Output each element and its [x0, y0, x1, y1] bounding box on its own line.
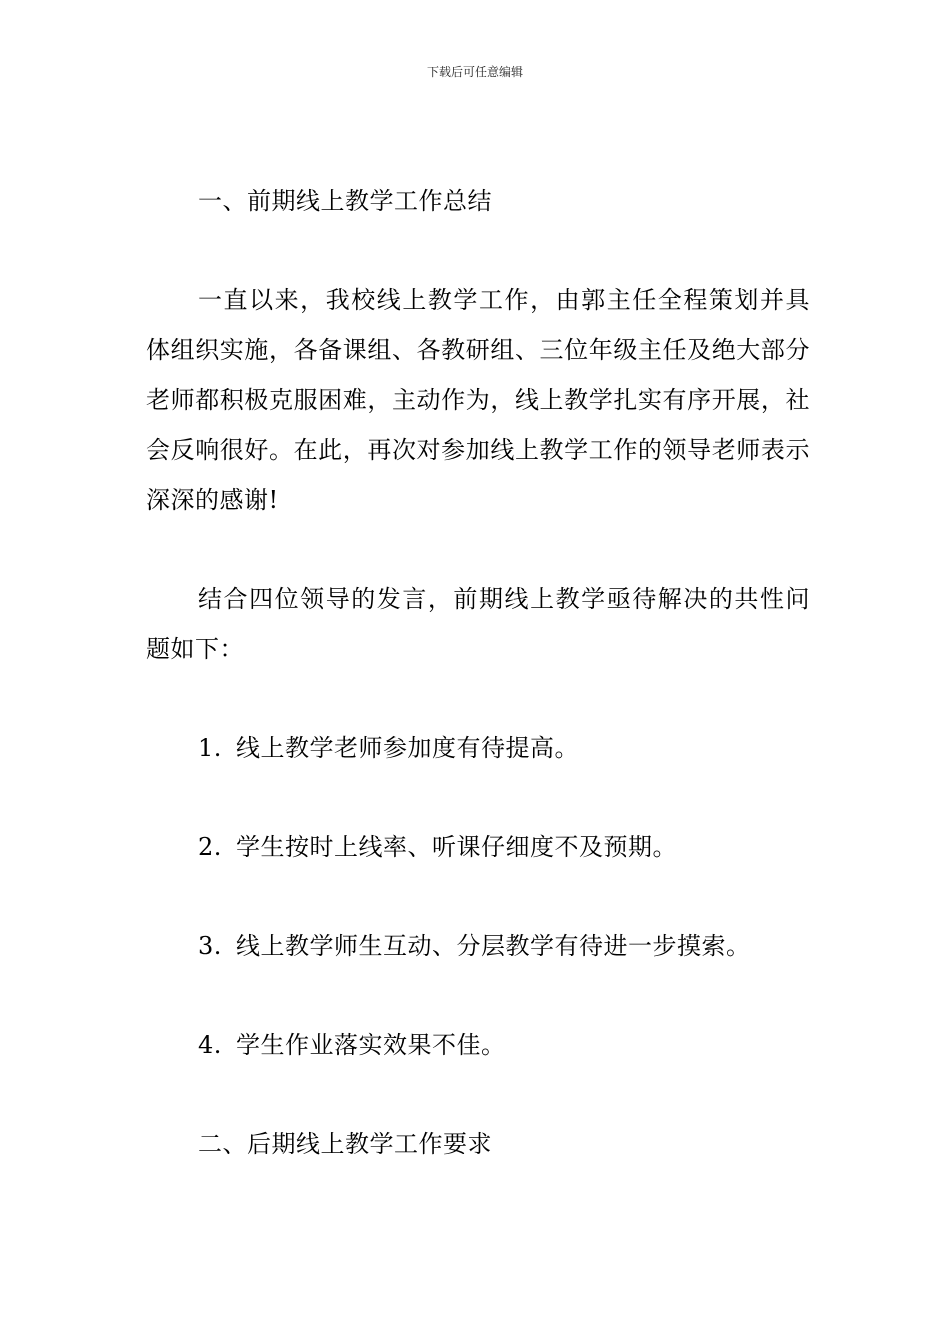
- list-item-number: 3.: [198, 932, 222, 960]
- list-item-number: 4.: [198, 1031, 222, 1059]
- document-body: [146, 176, 810, 1169]
- section-heading-2: 二、后期线上教学工作要求: [198, 1130, 492, 1158]
- list-item: [146, 723, 810, 773]
- list-item-text: 学生按时上线率、听课仔细度不及预期。: [236, 833, 677, 861]
- list-item-number: 1.: [198, 734, 222, 762]
- list-item-text: 线上教学老师参加度有待提高。: [236, 734, 579, 762]
- list-item-text: 线上教学师生互动、分层教学有待进一步摸索。: [236, 932, 751, 960]
- list-item: [146, 822, 810, 872]
- paragraph-issues-intro: 结合四位领导的发言，前期线上教学亟待解决的共性问题如下：: [146, 585, 810, 663]
- list-item: [146, 1020, 810, 1070]
- list-item: [146, 921, 810, 971]
- list-item-number: 2.: [198, 833, 222, 861]
- header-note: 下载后可任意编辑: [426, 65, 523, 79]
- section-heading-1: 一、前期线上教学工作总结: [198, 187, 492, 215]
- paragraph-summary: 一直以来，我校线上教学工作，由郭主任全程策划并具体组织实施，各备课组、各教研组、三位年级主任及绝大部分老师都积极克服困难，主动作为，线上教学扎实有序开展，社会反响很好。在此，再次对参加线上教学工作的领导老师表示深深的感谢!: [146, 286, 810, 514]
- list-item-text: 学生作业落实效果不佳。: [236, 1031, 506, 1059]
